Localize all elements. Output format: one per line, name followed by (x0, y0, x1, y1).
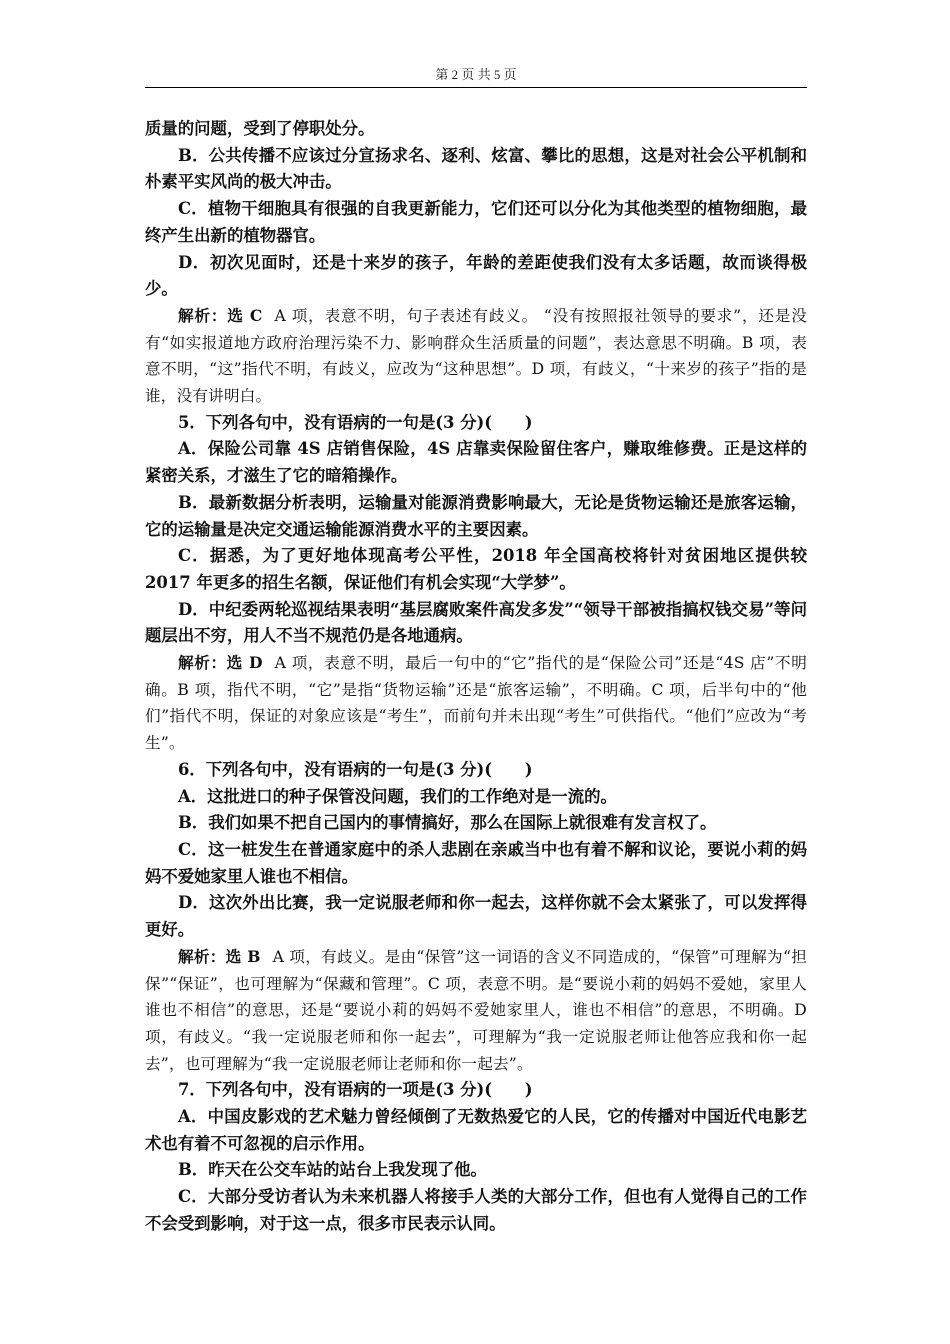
question-6-option-d: D．这次外出比赛，我一定说服老师和你一起去，这样你就不会太紧张了，可以发挥得更好。 (145, 893, 807, 940)
question-4-analysis (145, 303, 807, 410)
analysis-label: 解析：选 B (178, 946, 261, 966)
question-5-analysis (145, 650, 807, 757)
question-4-option-c: C．植物干细胞具有很强的自我更新能力，它们还可以分化为其他类型的植物细胞，最终产生出新的植物器官。 (145, 199, 807, 245)
question-5-stem: 5．下列各句中，没有语病的一句是(3 分)( ) (178, 412, 533, 432)
question-5-option-b: B．最新数据分析表明，运输量对能源消费影响最大，无论是货物运输还是旅客运输，它的运输量是决定交通运输能源消费水平的主要因素。 (145, 492, 807, 539)
question-6-option-c: C．这一桩发生在普通家庭中的杀人悲剧在亲戚当中也有着不解和议论，要说小莉的妈妈不爱她家里人谁也不相信。 (145, 839, 807, 886)
question-5-option-a: A．保险公司靠 4S 店销售保险，4S 店靠卖保险留住客户，赚取维修费。正是这样的紧密关系，才滋生了它的暗箱操作。 (145, 439, 807, 486)
question-5-option-c: C．据悉，为了更好地体现高考公平性，2018 年全国高校将针对贫困地区提供较 2017 年更多的招生名额，保证他们有机会实现“大学梦”。 (145, 546, 807, 592)
header-rule (145, 87, 807, 88)
question-7-option-c: C．大部分受访者认为未来机器人将接手人类的大部分工作，但也有人觉得自己的工作不会受到影响，对于这一点，很多市民表示认同。 (145, 1187, 807, 1233)
question-7-option-a: A．中国皮影戏的艺术魅力曾经倾倒了无数热爱它的人民，它的传播对中国近代电影艺术也有着不可忽视的启示作用。 (145, 1107, 807, 1153)
analysis-text: A 项，表意不明，句子表述有歧义。 “没有按照报社领导的要求”，还是没有“如实报道地方政府治理污染不力、影响群众生活质量的问题”，表达意思不明确。B 项，表意不明，“这”指代不明，有歧义，应改为“这种思想”。D 项，有歧义，“十来岁的孩子”指的是谁，没有讲明白。 (145, 306, 807, 406)
document-body (145, 116, 807, 1238)
question-6-option-a: A．这批进口的种子保管没问题，我们的工作绝对是一流的。 (178, 786, 617, 806)
question-4-option-b-tail: 质量的问题，受到了停职处分。 (145, 119, 375, 138)
question-5-option-d: D．中纪委两轮巡视结果表明“基层腐败案件高发多发”“领导干部被指搞权钱交易”等问题层出不穷，用人不当不规范仍是各地通病。 (145, 599, 807, 646)
question-4-option-b: B．公共传播不应该过分宣扬求名、逐利、炫富、攀比的思想，这是对社会公平机制和朴素平实风尚的极大冲击。 (145, 145, 807, 192)
question-7-option-b: B．昨天在公交车站的站台上我发现了他。 (178, 1160, 487, 1180)
analysis-label: 解析：选 C (178, 305, 263, 325)
question-4-option-d: D．初次见面时，还是十来岁的孩子，年龄的差距使我们没有太多话题，故而谈得极少。 (145, 252, 807, 299)
analysis-text: A 项，有歧义。是由“保管”这一词语的含义不同造成的，“保管”可理解为“担保”“保证”，也可理解为“保藏和管理”。C 项，表意不明。是“要说小莉的妈妈不爱她，家里人谁也不相信”的意思，还是“要说小莉的妈妈不爱她家里人，谁也不相信”的意思，不明确。D 项，有歧义。“我一定说服老师和你一起去”，可理解为“我一定说服老师让他答应我和你一起去”，也可理解为“我一定说服老师让老师和你一起去”。 (145, 947, 807, 1073)
analysis-label: 解析：选 D (178, 653, 263, 673)
question-6-analysis (145, 944, 807, 1078)
page-header: 第 2 页 共 5 页 (435, 67, 517, 82)
analysis-text: A 项，表意不明，最后一句中的“它”指代的是“保险公司”还是“4S 店”不明确。B 项，指代不明，“它”是指“货物运输”还是“旅客运输”，不明确。C 项，后半句中的“他们”指代不明，保证的对象应该是“考生”，而前句并未出现“考生”可供指代。“他们”应改为“考生”。 (145, 654, 807, 753)
question-6-option-b: B．我们如果不把自己国内的事情搞好，那么在国际上就很难有发言权了。 (178, 813, 717, 833)
question-7-stem: 7．下列各句中，没有语病的一项是(3 分)( ) (178, 1080, 533, 1100)
question-6-stem: 6．下列各句中，没有语病的一句是(3 分)( ) (178, 759, 533, 779)
